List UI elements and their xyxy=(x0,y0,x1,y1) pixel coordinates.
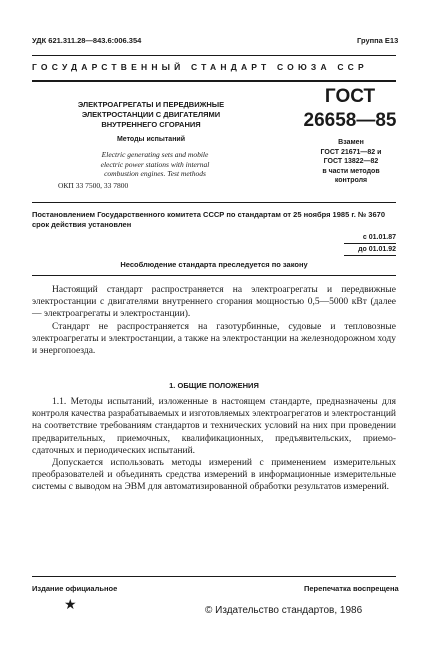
title-line: ЭЛЕКТРОАГРЕГАТЫ И ПЕРЕДВИЖНЫЕ xyxy=(77,100,225,109)
state-standard-banner: ГОСУДАРСТВЕННЫЙ СТАНДАРТ СОЮЗА ССР xyxy=(32,62,368,72)
english-title-line: combustion engines. Test methods xyxy=(104,169,206,178)
udc-code: УДК 621.311.28—843.6:006.354 xyxy=(32,36,142,45)
english-title xyxy=(70,150,240,179)
footer-divider xyxy=(32,576,396,577)
gost-number: 26658—85 xyxy=(303,110,397,131)
decree-divider xyxy=(32,202,396,203)
intro-text xyxy=(32,284,396,357)
reprint-notice: Перепечатка воспрещена xyxy=(304,584,399,593)
section-text xyxy=(32,396,396,494)
date-divider xyxy=(344,255,396,256)
title-line: ЭЛЕКТРОСТАНЦИИ С ДВИГАТЕЛЯМИ xyxy=(81,110,221,119)
replacement-line: контроля xyxy=(334,177,368,184)
legal-warning: Несоблюдение стандарта преследуется по закону xyxy=(120,260,308,269)
paragraph: Настоящий стандарт распространяется на электроагрегаты и передвижные электростанции с двигателями внутреннего сгорания мощностью 0,5—5000 кВт (далее — электроагрегаты и электростанции). xyxy=(32,285,396,320)
replacement-line: Взамен xyxy=(338,139,364,146)
document-title xyxy=(56,100,246,130)
decree-text: Постановлением Государственного комитета СССР по стандартам от 25 ноября 1985 г. № 3670 срок действия установлен xyxy=(32,210,385,229)
methods-subtitle: Методы испытаний xyxy=(116,136,186,143)
star-icon: ★ xyxy=(64,598,77,613)
valid-to: до 01.01.92 xyxy=(358,246,396,253)
header-divider xyxy=(32,55,396,56)
group-code: Группа Е13 xyxy=(357,36,399,45)
date-divider xyxy=(344,243,396,244)
section-heading: 1. ОБЩИЕ ПОЛОЖЕНИЯ xyxy=(169,381,259,390)
banner-divider xyxy=(32,80,396,82)
english-title-line: electric power stations with internal xyxy=(100,159,210,169)
english-title-line: Electric generating sets and mobile xyxy=(101,150,209,159)
paragraph: Допускается использовать методы измерений с применением измерительных преобразователей и объединять средства измерений в информационные измерительные системы с выводом на ЭВМ для автоматизированной обработки результатов измерений. xyxy=(32,458,396,493)
validity-dates xyxy=(336,232,396,256)
replacement-line: ГОСТ 13822—82 xyxy=(323,158,379,165)
okp-code: ОКП 33 7500, 33 7800 xyxy=(58,181,129,190)
valid-from: с 01.01.87 xyxy=(362,234,396,241)
replacement-line: в части методов xyxy=(322,167,380,175)
warning-divider xyxy=(32,275,396,276)
publisher-copyright: © Издательство стандартов, 1986 xyxy=(205,605,363,616)
paragraph: 1.1. Методы испытаний, изложенные в настоящем стандарте, предназначены для контроля качества разрабатываемых и изготовляемых электроагрегатов и электростанций на соответствие требованиям стандартов и технических условий на них при проведении предварительных, приемочных, квалификационных, предъявительских, приемо-сдаточных и периодических испытаний. xyxy=(32,397,396,456)
title-line: ВНУТРЕННЕГО СГОРАНИЯ xyxy=(101,120,201,129)
paragraph: Стандарт не распространяется на газотурбинные, судовые и тепловозные электроагрегаты и электростанции, а также на электростанции на железнодорожном ходу и энергопоезда. xyxy=(32,321,396,357)
gost-designation xyxy=(295,85,405,133)
replacement-note xyxy=(297,138,405,186)
replacement-line: ГОСТ 21671—82 и xyxy=(320,148,382,156)
gost-label: ГОСТ xyxy=(324,86,376,107)
official-edition: Издание официальное xyxy=(32,584,118,593)
